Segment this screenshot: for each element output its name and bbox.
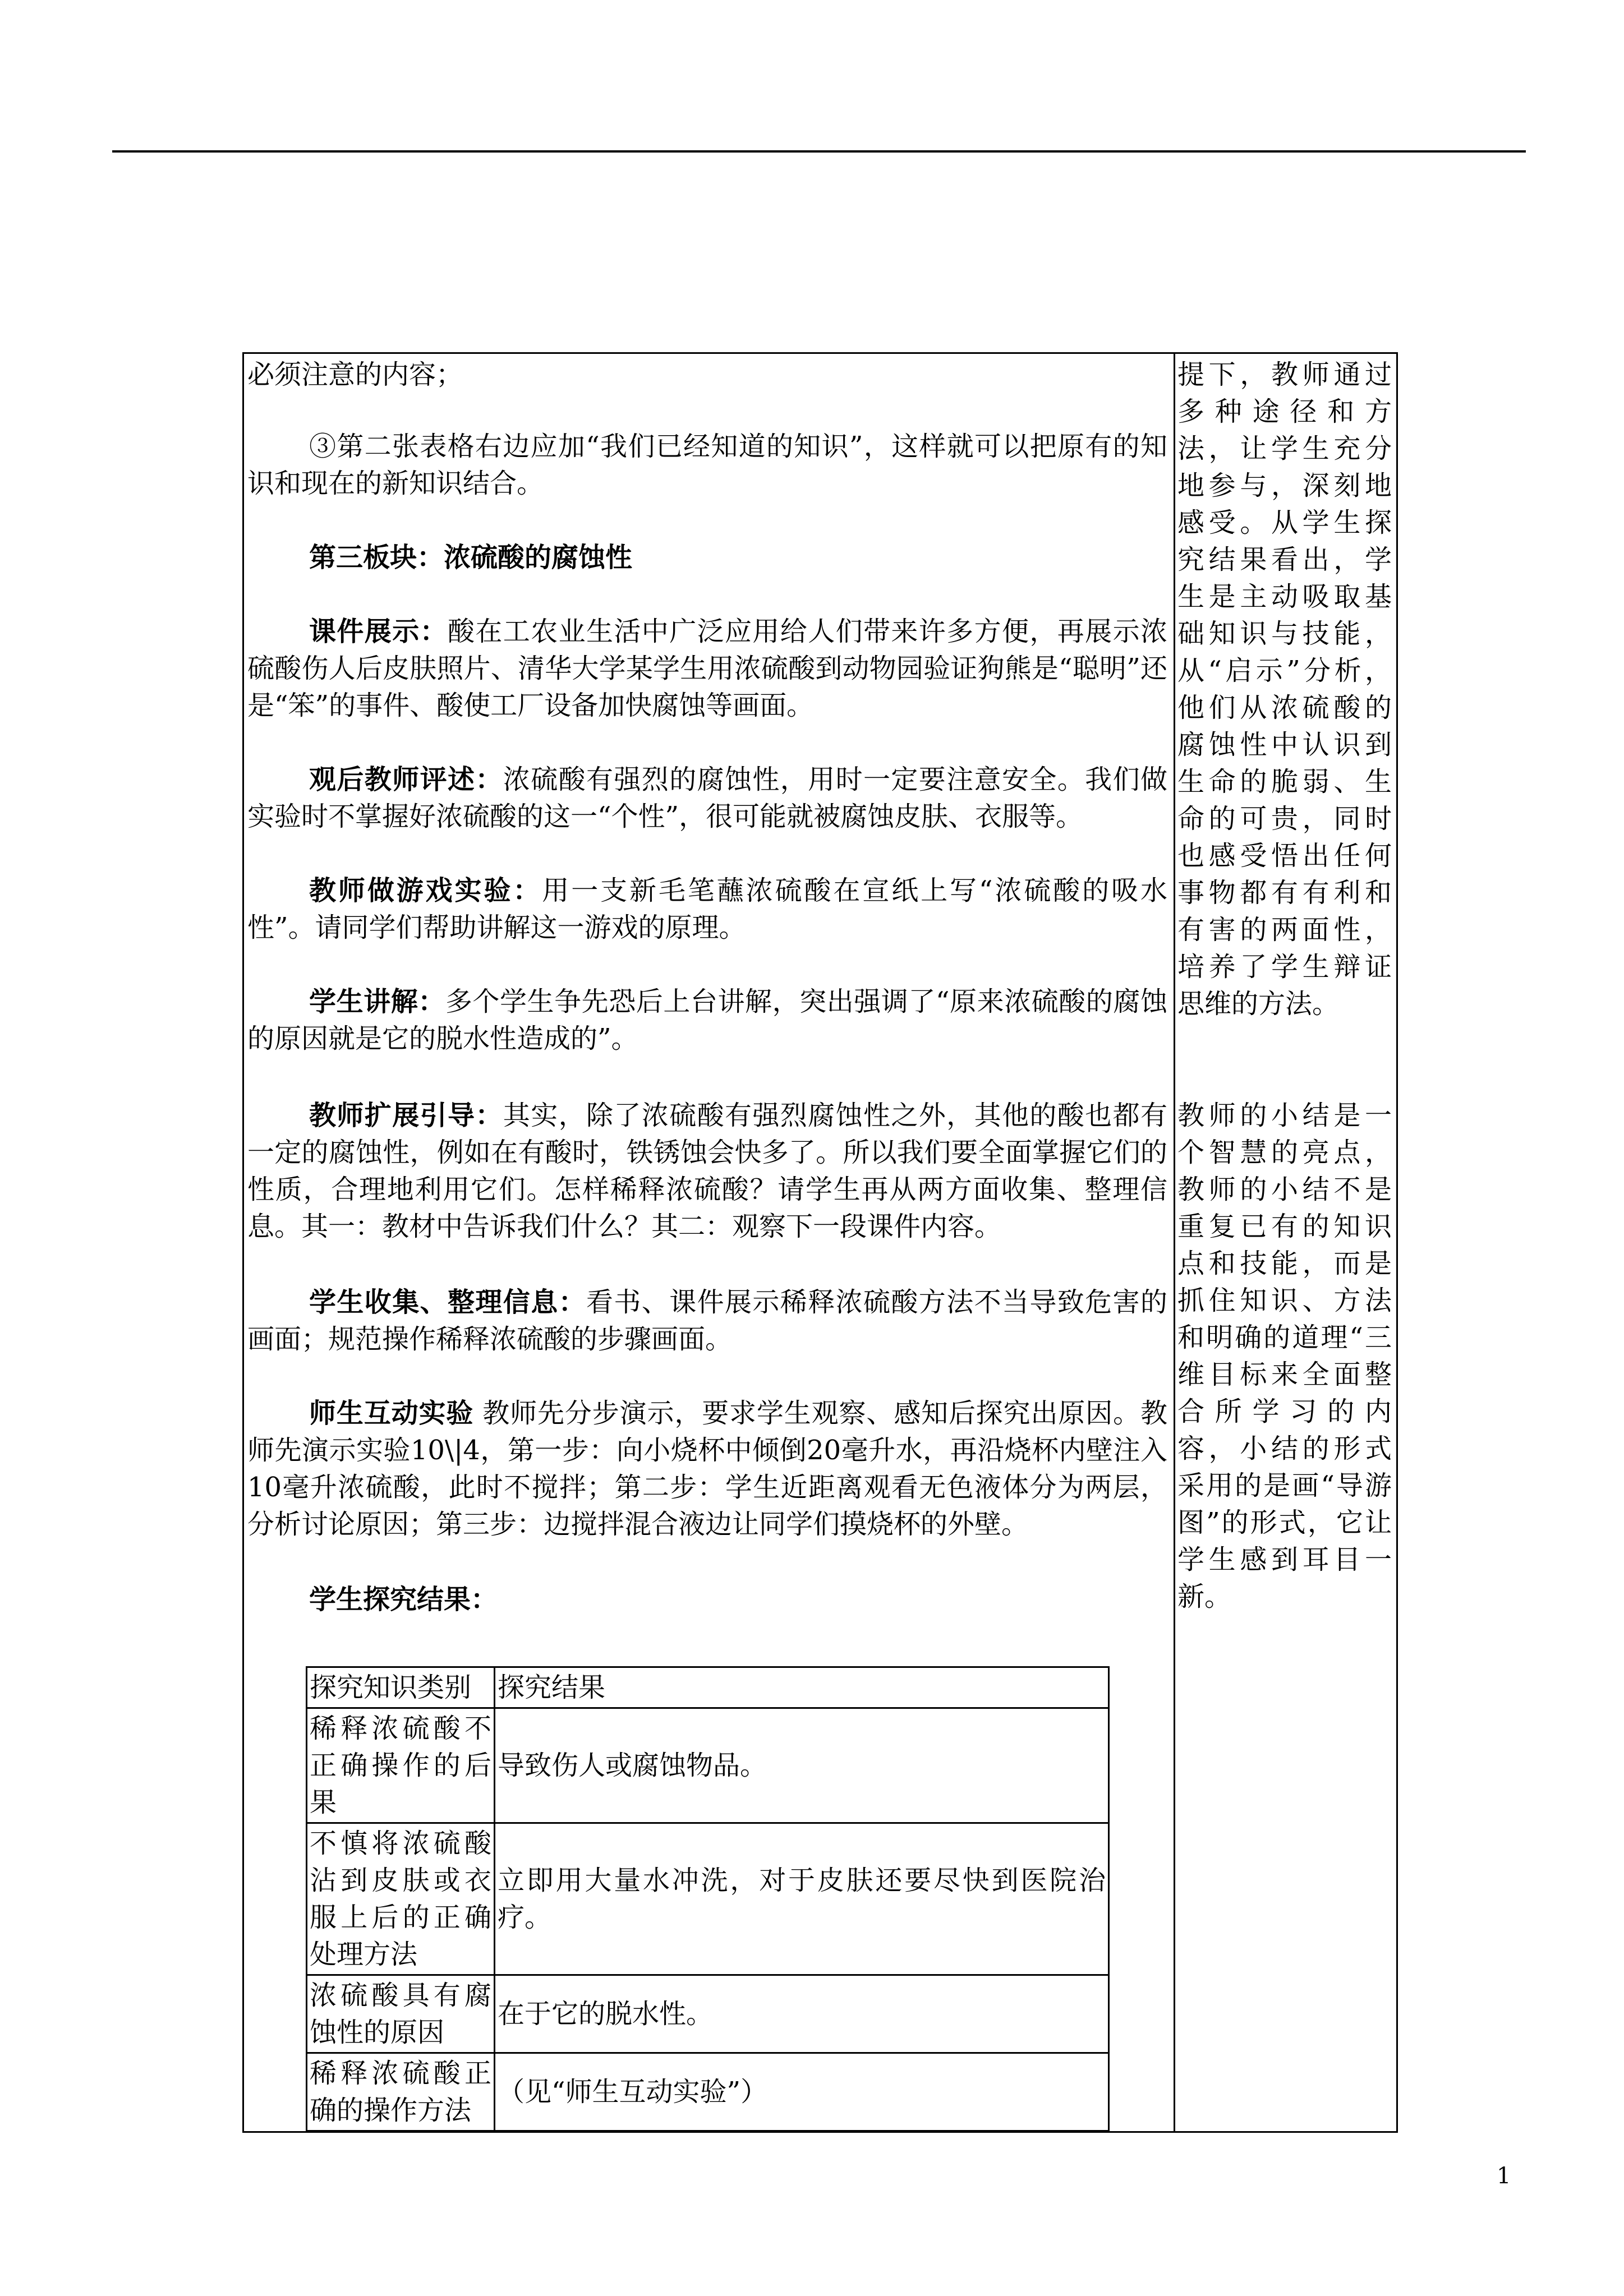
text-teacher-guidance: 其实，除了浓硫酸有强烈腐蚀性之外，其他的酸也都有一定的腐蚀性，例如在有酸时，铁锈蚀会快多了。所以我们要全面掌握它们的性质，合理地利用它们。怎样稀释浓硫酸？请学生再从两方面收集、整理信息。其一：教材中告诉我们什么？其二：观察下一段课件内容。	[247, 1100, 1167, 1242]
text-courseware: 酸在工农业生活中广泛应用给人们带来许多方便，再展示浓硫酸伤人后皮肤照片、清华大学某学生用浓硫酸到动物园验证狗熊是“聪明”还是“笨”的事件、酸使工厂设备加快腐蚀等画面。	[247, 616, 1167, 721]
table-row	[307, 1975, 1109, 2053]
page-number: 1	[1497, 2163, 1511, 2189]
label-student-explain: 学生讲解：	[309, 986, 445, 1017]
label-courseware: 课件展示：	[309, 616, 448, 647]
results-table	[306, 1666, 1110, 2132]
lesson-table	[242, 352, 1398, 2133]
table-row	[307, 1708, 1109, 1823]
table-cell-result: （见“师生互动实验”）	[495, 2053, 1109, 2131]
label-collect-info: 学生收集、整理信息：	[309, 1287, 586, 1318]
paragraph-interactive-experiment	[247, 1395, 1167, 1543]
section-heading: 第三板块：浓硫酸的腐蚀性	[309, 542, 633, 573]
paragraph-game-experiment	[247, 872, 1167, 946]
text-game-experiment: 用一支新毛笔蘸浓硫酸在宣纸上写“浓硫酸的吸水性”。请同学们帮助讲解这一游戏的原理。	[247, 875, 1167, 943]
text-teacher-comment: 浓硫酸有强烈的腐蚀性，用时一定要注意安全。我们做实验时不掌握好浓硫酸的这一“个性”，很可能就被腐蚀皮肤、衣服等。	[247, 764, 1167, 832]
main-column	[244, 354, 1175, 2131]
commentary-note-2: 教师的小结是一个智慧的亮点，教师的小结不是重复已有的知识点和技能，而是抓住知识、方法和明确的道理“三维目标来全面整合所学习的内容，小结的形式采用的是画“导游图”的形式，它让学生感到耳目一新。	[1177, 1100, 1392, 1612]
text-student-explain: 多个学生争先恐后上台讲解，突出强调了“原来浓硫酸的腐蚀的原因就是它的脱水性造成的”。	[247, 986, 1167, 1054]
label-game-experiment: 教师做游戏实验：	[309, 875, 542, 906]
paragraph-note-3: ③第二张表格右边应加“我们已经知道的知识”，这样就可以把原有的知识和现在的新知识结合。	[247, 431, 1167, 499]
paragraph-teacher-guidance	[247, 1097, 1167, 1245]
paragraph-teacher-comment	[247, 761, 1167, 835]
label-teacher-comment: 观后教师评述：	[309, 764, 503, 795]
label-teacher-guidance: 教师扩展引导：	[309, 1100, 503, 1131]
paragraph-courseware	[247, 613, 1167, 724]
table-row	[307, 1823, 1109, 1975]
table-cell-category: 稀释浓硫酸不正确操作的后果	[307, 1708, 495, 1823]
table-cell-category: 稀释浓硫酸正确的操作方法	[307, 2053, 495, 2131]
table-cell-result: 立即用大量水冲洗，对于皮肤还要尽快到医院治疗。	[495, 1823, 1109, 1975]
text-collect-info: 看书、课件展示稀释浓硫酸方法不当导致危害的画面；规范操作稀释浓硫酸的步骤画面。	[247, 1287, 1167, 1355]
header-rule	[112, 150, 1526, 153]
paragraph-intro: 必须注意的内容；	[247, 359, 463, 390]
table-cell-category: 浓硫酸具有腐蚀性的原因	[307, 1975, 495, 2053]
label-interactive-experiment: 师生互动实验	[309, 1398, 474, 1429]
table-cell-result: 导致伤人或腐蚀物品。	[495, 1708, 1109, 1823]
table-cell-result: 在于它的脱水性。	[495, 1975, 1109, 2053]
paragraph-student-explain	[247, 983, 1167, 1057]
table-cell-category: 不慎将浓硫酸沾到皮肤或衣服上后的正确处理方法	[307, 1823, 495, 1975]
table-header-cell: 探究知识类别	[307, 1667, 495, 1708]
paragraph-collect-info	[247, 1284, 1167, 1358]
table-row	[307, 2053, 1109, 2131]
paragraph-results-heading: 学生探究结果：	[309, 1584, 498, 1615]
text-interactive-experiment: 教师先分步演示，要求学生观察、感知后探究出原因。教师先演示实验10\|4，第一步：向小烧杯中倾倒20毫升水，再沿烧杯内壁注入10毫升浓硫酸，此时不搅拌；第二步：学生近距离观看无色液体分为两层，分析讨论原因；第三步：边搅拌混合液边让同学们摸烧杯的外壁。	[247, 1398, 1167, 1540]
table-header-cell: 探究结果	[495, 1667, 1109, 1708]
table-header-row	[307, 1667, 1109, 1708]
commentary-note-1: 提下，教师通过多种途径和方法，让学生充分地参与，深刻地感受。从学生探究结果看出，学生是主动吸取基础知识与技能，从“启示”分析，他们从浓硫酸的腐蚀性中认识到生命的脆弱、生命的可贵，同时也感受悟出任何事物都有有利和有害的两面性，培养了学生辩证思维的方法。	[1177, 359, 1392, 1020]
commentary-column	[1175, 354, 1396, 2131]
